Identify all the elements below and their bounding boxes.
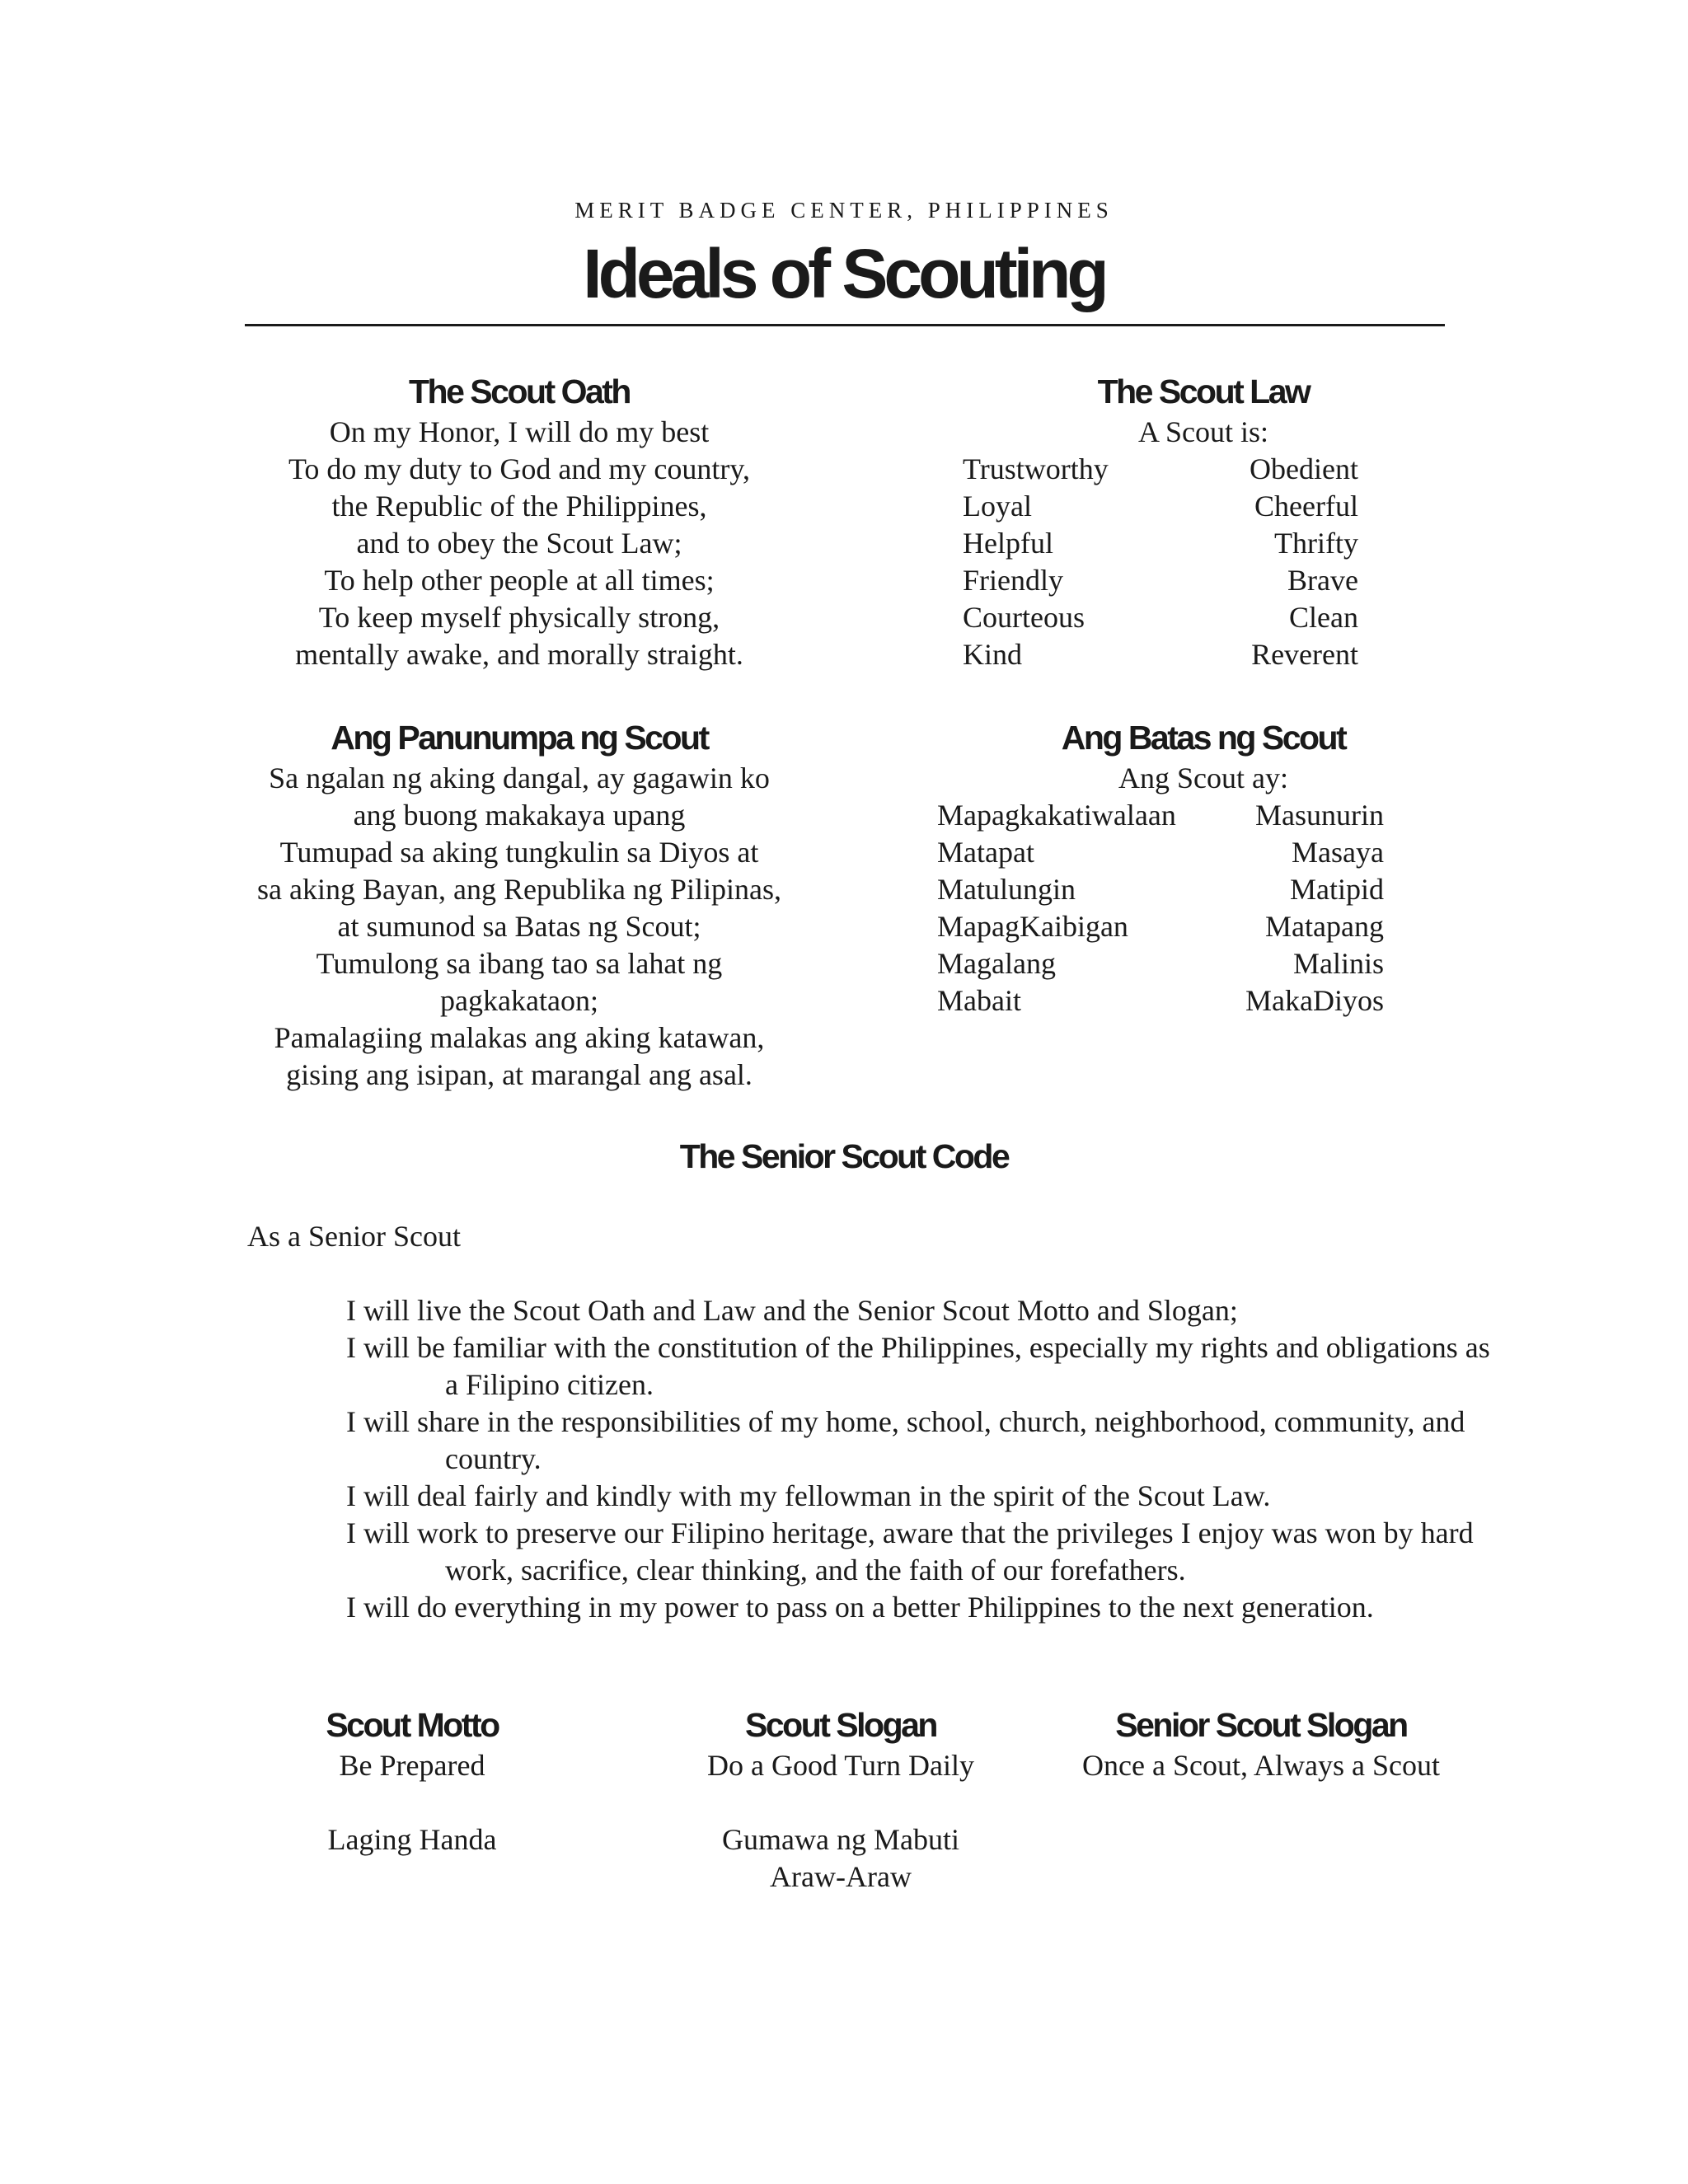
senior-slogan-english: Once a Scout, Always a Scout xyxy=(1082,1749,1440,1782)
code-item: I will share in the responsibilities of my home, school, church, neighborhood, community, and country. xyxy=(346,1405,1465,1475)
law-item: Trustworthy xyxy=(963,452,1109,485)
scout-slogan-heading: Scout Slogan xyxy=(745,1706,936,1744)
scout-motto-heading: Scout Motto xyxy=(326,1706,499,1744)
scout-oath-text xyxy=(231,414,808,673)
batas-item: Mabait xyxy=(937,984,1021,1017)
law-item: Loyal xyxy=(963,490,1032,523)
law-item: Clean xyxy=(1289,601,1358,634)
scout-law-intro: A Scout is: xyxy=(1137,415,1269,448)
panunumpa-line: Tumupad sa aking tungkulin sa Diyos at xyxy=(279,836,759,869)
code-item: I will live the Scout Oath and Law and the Senior Scout Motto and Slogan; xyxy=(346,1294,1238,1327)
senior-slogan-heading: Senior Scout Slogan xyxy=(1115,1706,1407,1744)
oath-line: To help other people at all times; xyxy=(324,564,715,597)
panunumpa-line: ang buong makakaya upang xyxy=(353,799,686,832)
batas-heading: Ang Batas ng Scout xyxy=(1061,719,1346,757)
oath-line: mentally awake, and morally straight. xyxy=(295,638,743,671)
batas-item: Mapagkakatiwalaan xyxy=(937,799,1176,832)
law-item: Kind xyxy=(963,638,1022,671)
scout-slogan-filipino-line2: Araw-Araw xyxy=(770,1860,912,1893)
panunumpa-line: sa aking Bayan, ang Republika ng Pilipinas, xyxy=(257,873,781,906)
page-title: Ideals of Scouting xyxy=(583,235,1105,312)
scout-slogan-english: Do a Good Turn Daily xyxy=(706,1749,975,1782)
title-divider xyxy=(245,324,1445,326)
law-item: Cheerful xyxy=(1254,490,1358,523)
oath-line: and to obey the Scout Law; xyxy=(356,527,682,560)
batas-item: Matulungin xyxy=(937,873,1076,906)
batas-item: Matapang xyxy=(1265,910,1384,943)
batas-intro: Ang Scout ay: xyxy=(1118,762,1288,794)
oath-line: On my Honor, I will do my best xyxy=(329,415,710,448)
panunumpa-text xyxy=(190,760,849,1094)
organization-name: MERIT BADGE CENTER, PHILIPPINES xyxy=(574,198,1114,223)
law-item: Helpful xyxy=(963,527,1053,560)
oath-line: To keep myself physically strong, xyxy=(318,601,720,634)
oath-line: the Republic of the Philippines, xyxy=(331,490,707,523)
panunumpa-heading: Ang Panunumpa ng Scout xyxy=(331,719,708,757)
panunumpa-line: Pamalagiing malakas ang aking katawan, xyxy=(274,1021,765,1054)
code-item: I will work to preserve our Filipino heritage, aware that the privileges I enjoy was won by hard work, sacrifice, clear thinking, and the faith of our forefathers. xyxy=(346,1516,1474,1586)
law-item: Thrifty xyxy=(1274,527,1358,560)
law-item: Friendly xyxy=(963,564,1063,597)
code-item: I will be familiar with the constitution of the Philippines, especially my rights and obligations as a Filipino citizen. xyxy=(346,1331,1490,1401)
scout-motto-english: Be Prepared xyxy=(339,1749,485,1782)
senior-code-heading: The Senior Scout Code xyxy=(679,1137,1009,1175)
senior-code-intro: As a Senior Scout xyxy=(247,1220,461,1253)
batas-item: Malinis xyxy=(1292,947,1384,980)
law-item: Reverent xyxy=(1251,638,1358,671)
panunumpa-line: at sumunod sa Batas ng Scout; xyxy=(337,910,701,943)
scout-law-heading: The Scout Law xyxy=(1097,373,1310,410)
batas-item: Masaya xyxy=(1292,836,1384,869)
senior-code-list xyxy=(346,1292,1500,1626)
panunumpa-line: Tumulong sa ibang tao sa lahat ng xyxy=(316,947,723,980)
law-item: Brave xyxy=(1287,564,1358,597)
panunumpa-line: gising ang isipan, at marangal ang asal. xyxy=(286,1058,753,1091)
scout-oath-heading: The Scout Oath xyxy=(409,373,630,410)
scout-slogan-filipino: Gumawa ng Mabuti xyxy=(722,1823,959,1856)
scout-motto-filipino: Laging Handa xyxy=(327,1823,497,1856)
scout-law-list xyxy=(963,451,1358,673)
law-item: Courteous xyxy=(963,601,1085,634)
batas-item: Magalang xyxy=(937,947,1056,980)
law-item: Obedient xyxy=(1250,452,1358,485)
code-item: I will do everything in my power to pass on a better Philippines to the next generation. xyxy=(346,1591,1374,1624)
panunumpa-line: Sa ngalan ng aking dangal, ay gagawin ko xyxy=(269,762,770,794)
code-item: I will deal fairly and kindly with my fellowman in the spirit of the Scout Law. xyxy=(346,1479,1271,1512)
oath-line: To do my duty to God and my country, xyxy=(288,452,751,485)
batas-item: MapagKaibigan xyxy=(937,910,1128,943)
batas-item: Matipid xyxy=(1290,873,1384,906)
batas-item: Masunurin xyxy=(1255,799,1384,832)
batas-item: Matapat xyxy=(937,836,1034,869)
batas-item: MakaDiyos xyxy=(1245,984,1384,1017)
batas-list xyxy=(937,797,1384,1019)
panunumpa-line: pagkakataon; xyxy=(440,984,598,1017)
